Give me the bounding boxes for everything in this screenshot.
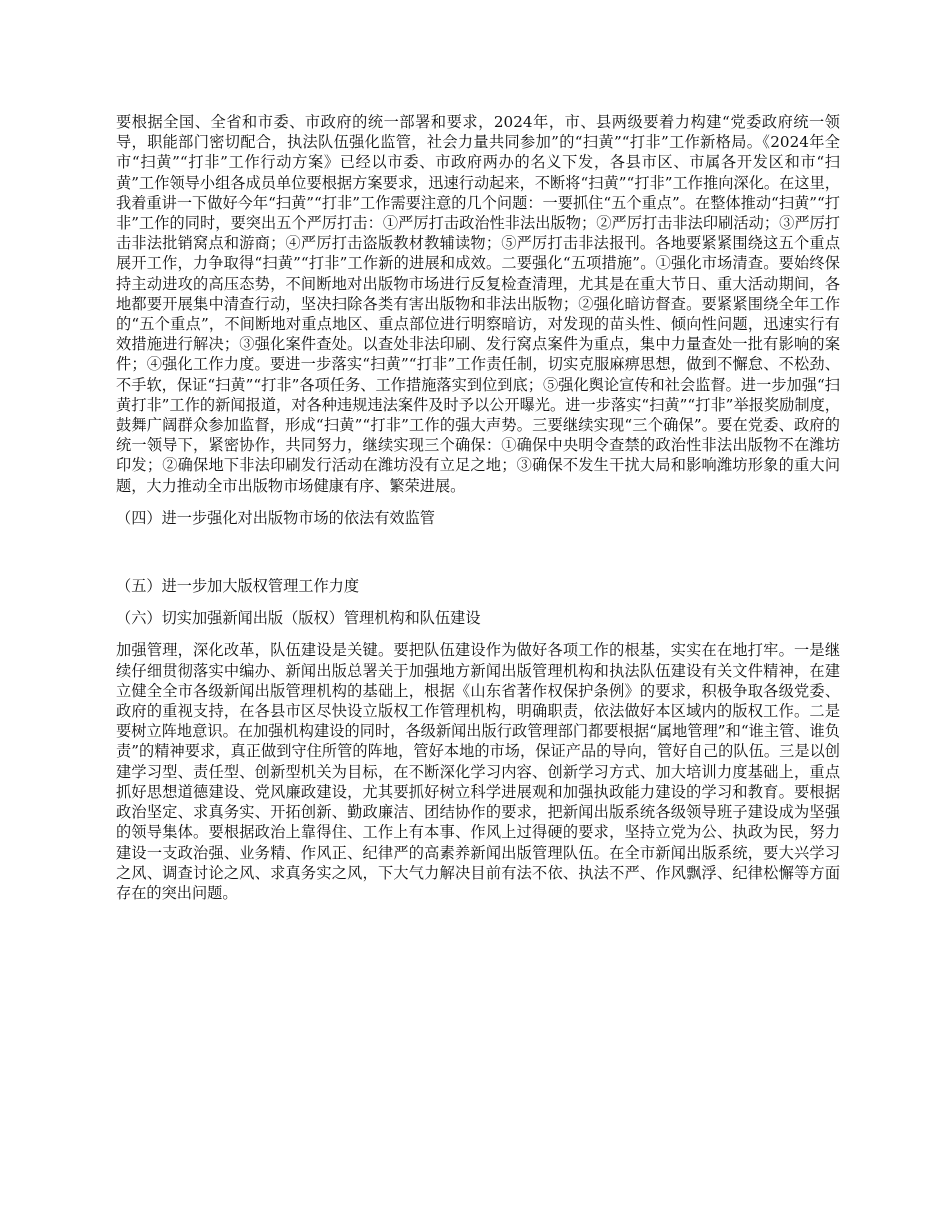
body-paragraph-team-building: 加强管理，深化改革，队伍建设是关键。要把队伍建设作为做好各项工作的根基，实实在在地打牢。一是继续仔细贯彻落实中编办、新闻出版总署关于加强地方新闻出版管理机构和执法队伍建设有关文件精神，在建立健全全市各级新闻出版管理机构的基础上，根据《山东省著作权保护条例》的要求，积极争取各级党委、政府的重视支持，在各县市区尽快设立版权工作管理机构，明确职责，依法做好本区域内的版权工作。二是要树立阵地意识。在加强机构建设的同时，各级新闻出版行政管理部门都要根据“属地管理”和“谁主管、谁负责”的精神要求，真正做到守住所管的阵地，管好本地的市场，保证产品的导向，管好自己的队伍。三是以创建学习型、责任型、创新型机关为目标，在不断深化学习内容、创新学习方式、加大培训力度基础上，重点抓好思想道德建设、党风廉政建设，尤其要抓好树立科学进展观和加强执政能力建设的学习和教育。要根据政治坚定、求真务实、开拓创新、勤政廉洁、团结协作的要求，把新闻出版系统各级领导班子建设成为坚强的领导集体。要根据政治上靠得住、工作上有本事、作风上过得硬的要求，坚持立党为公、执政为民，努力建设一支政治强、业务精、作风正、纪律严的高素养新闻出版管理队伍。在全市新闻出版系统，要大兴学习之风、调查讨论之风、求真务实之风，下大气力解决目前有法不依、执法不严、作风飘浮、纪律松懈等方面存在的突出问题。 bbox=[116, 641, 840, 902]
section-heading-4: （四）进一步强化对出版物市场的依法有效监管 bbox=[116, 508, 435, 527]
section-heading-6: （六）切实加强新闻出版（版权）管理机构和队伍建设 bbox=[116, 609, 481, 628]
section-heading-5: （五）进一步加大版权管理工作力度 bbox=[116, 577, 359, 596]
body-paragraph-campaign: 要根据全国、全省和市委、市政府的统一部署和要求，2024年，市、县两级要着力构建“党委政府统一领导，职能部门密切配合，执法队伍强化监管，社会力量共同参加”的“扫黄”“打非”工作新格局。《2024年全市“扫黄”“打非”工作行动方案》已经以市委、市政府两办的名义下发，各县市区、市属各开发区和市“扫黄”工作领导小组各成员单位要根据方案要求，迅速行动起来，不断将“扫黄”“打非”工作推向深化。在这里，我着重讲一下做好今年“扫黄”“打非”工作需要注意的几个问题：一要抓住“五个重点”。在整体推动“扫黄”“打非”工作的同时，要突出五个严厉打击：①严厉打击政治性非法出版物；②严厉打击非法印刷活动；③严厉打击非法批销窝点和游商；④严厉打击盗版教材教辅读物；⑤严厉打击非法报刊。各地要紧紧围绕这五个重点展开工作，力争取得“扫黄”“打非”工作新的进展和成效。二要强化“五项措施”。①强化市场清查。要始终保持主动进攻的高压态势，不间断地对出版物市场进行反复检查清理，尤其是在重大节日、重大活动期间，各地都要开展集中清查行动，坚决扫除各类有害出版物和非法出版物；②强化暗访督查。要紧紧围绕全年工作的“五个重点”，不间断地对重点地区、重点部位进行明察暗访，对发现的苗头性、倾向性问题，迅速实行有效措施进行解决；③强化案件查处。以查处非法印刷、发行窝点案件为重点，集中力量查处一批有影响的案件；④强化工作力度。要进一步落实“扫黄”“打非”工作责任制，切实克服麻痹思想，做到不懈怠、不松劲、不手软，保证“扫黄”“打非”各项任务、工作措施落实到位到底；⑤强化舆论宣传和社会监督。进一步加强“扫黄打非”工作的新闻报道，对各种违规违法案件及时予以公开曝光。进一步落实“扫黄”“打非”举报奖励制度，鼓舞广阔群众参加监督，形成“扫黄”“打非”工作的强大声势。三要继续实现“三个确保”。要在党委、政府的统一领导下，紧密协作，共同努力，继续实现三个确保：①确保中央明令查禁的政治性非法出版物不在潍坊印发；②确保地下非法印刷发行活动在潍坊没有立足之地；③确保不发生干扰大局和影响潍坊形象的重大问题，大力推动全市出版物市场健康有序、繁荣进展。 bbox=[116, 113, 840, 495]
document-page bbox=[116, 112, 840, 903]
